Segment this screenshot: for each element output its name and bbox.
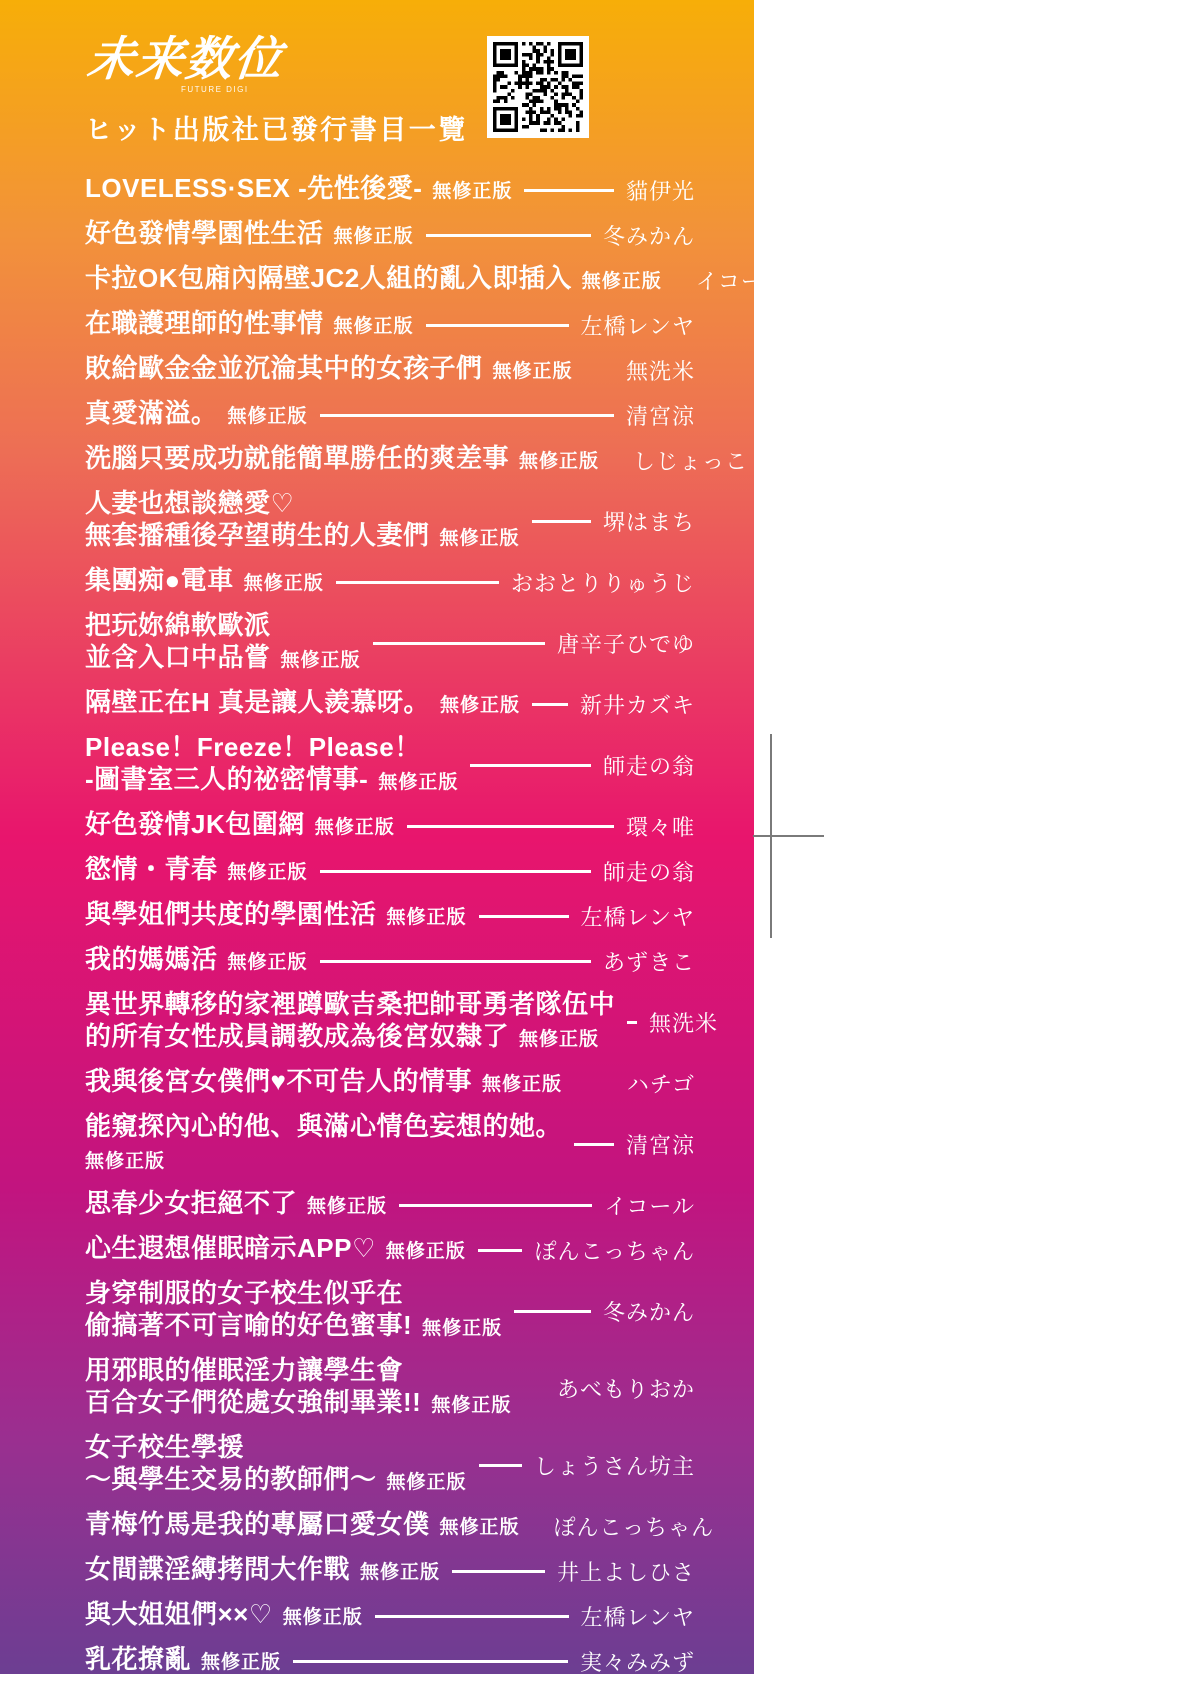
crop-mark-horizontal <box>753 835 824 837</box>
book-title-line <box>85 763 458 799</box>
book-title-line <box>85 1277 502 1309</box>
book-title-line <box>85 307 414 343</box>
book-row <box>85 988 719 1056</box>
book-title-line <box>85 898 467 934</box>
book-row <box>85 1065 695 1101</box>
leader-line <box>293 1660 568 1663</box>
leader-line <box>574 1143 614 1146</box>
uncensored-badge: 無修正版 <box>519 451 600 472</box>
leader-line <box>470 764 591 767</box>
book-author: 実々みみず <box>579 1649 695 1675</box>
book-row <box>85 1232 695 1268</box>
book-row <box>85 487 695 555</box>
uncensored-badge: 無修正版 <box>201 1652 282 1673</box>
uncensored-badge: 無修正版 <box>307 1196 388 1217</box>
book-title-text: 好色發情JK包圍網 <box>85 809 305 839</box>
book-row <box>85 853 695 889</box>
book-title-line <box>85 686 520 722</box>
book-title-block <box>85 609 361 677</box>
uncensored-badge: 無修正版 <box>243 573 324 594</box>
book-author: ぽんこっちゃん <box>534 1238 695 1264</box>
book-author: ハチゴ <box>626 1071 695 1097</box>
uncensored-badge: 無修正版 <box>85 1151 166 1172</box>
uncensored-badge: 無修正版 <box>581 271 662 292</box>
book-row <box>85 1187 695 1223</box>
book-title-line <box>85 217 414 253</box>
leader-line <box>479 915 569 918</box>
book-title-line <box>85 1508 520 1544</box>
uncensored-badge: 無修正版 <box>481 1074 562 1095</box>
book-author: しじょっこ <box>633 448 749 474</box>
book-row <box>85 217 695 253</box>
book-title-block <box>85 731 458 799</box>
book-author: 冬みかん <box>602 223 695 249</box>
book-title-block <box>85 172 512 208</box>
uncensored-badge: 無修正版 <box>439 528 520 549</box>
book-title-line <box>85 352 573 388</box>
book-title-block <box>85 217 414 253</box>
book-title-text: 卡拉OK包廂內隔壁JC2人組的亂入即插入 <box>85 263 572 293</box>
uncensored-badge: 無修正版 <box>386 1472 467 1493</box>
book-title-text: 百合女子們從處女強制畢業!! <box>85 1387 422 1417</box>
book-title-text: 我的媽媽活 <box>85 944 218 974</box>
book-title-line <box>85 1553 440 1589</box>
book-author: 環々唯 <box>625 814 695 840</box>
book-title-text: 慾情・青春 <box>85 854 218 884</box>
book-title-block <box>85 686 520 722</box>
book-title-block <box>85 564 324 600</box>
book-title-block <box>85 1277 502 1345</box>
book-title-text: 真愛滿溢。 <box>85 398 218 428</box>
book-row <box>85 172 695 208</box>
book-title-text: 思春少女拒絕不了 <box>85 1188 298 1218</box>
leader-line <box>320 414 614 417</box>
book-title-block <box>85 808 395 844</box>
book-row <box>85 1110 695 1178</box>
book-title-block <box>85 1598 363 1634</box>
book-author: イコール <box>604 1193 695 1219</box>
leader-line <box>479 1464 522 1467</box>
leader-line <box>375 1615 569 1618</box>
book-row <box>85 1354 695 1422</box>
uncensored-badge: 無修正版 <box>492 361 573 382</box>
book-title-line <box>85 1110 562 1142</box>
book-title-line <box>85 442 599 478</box>
book-title-line <box>85 397 308 433</box>
book-title-text: 與學姐們共度的學園性活 <box>85 899 377 929</box>
uncensored-badge: 無修正版 <box>333 316 414 337</box>
book-author: 冬みかん <box>602 1299 695 1325</box>
book-title-text: 隔壁正在H 真是讓人羨慕呀。 <box>85 687 431 717</box>
book-title-text: 並含入口中品嘗 <box>85 642 271 672</box>
book-author: あずきこ <box>602 949 695 975</box>
book-author: 清宮涼 <box>625 1132 695 1158</box>
qr-code <box>487 36 589 138</box>
book-title-text: -圖書室三人的祕密情事- <box>85 764 369 794</box>
uncensored-badge: 無修正版 <box>280 650 361 671</box>
book-title-block <box>85 397 308 433</box>
leader-line <box>426 234 591 237</box>
book-title-block <box>85 1431 467 1499</box>
book-title-text: 女間諜淫縛拷問大作戰 <box>85 1554 351 1584</box>
leader-line <box>320 960 591 963</box>
book-row <box>85 442 749 478</box>
leader-line <box>524 189 614 192</box>
leader-line <box>532 520 591 523</box>
book-list <box>85 172 787 1688</box>
leader-line <box>407 825 614 828</box>
book-title-text: 洗腦只要成功就能簡單勝任的爽差事 <box>85 443 510 473</box>
book-author: 師走の翁 <box>602 859 695 885</box>
book-author: あべもりおか <box>556 1376 695 1402</box>
publisher-logo: 未来数位 <box>84 32 287 87</box>
uncensored-badge: 無修正版 <box>432 181 513 202</box>
book-title-line <box>85 1386 511 1422</box>
book-title-line <box>85 1232 466 1268</box>
uncensored-badge: 無修正版 <box>386 907 467 928</box>
publisher-logo-subtext: FUTURE DIGI <box>181 85 249 94</box>
book-title-text: 在職護理師的性事情 <box>85 308 324 338</box>
leader-line <box>452 1570 545 1573</box>
book-title-block <box>85 352 573 388</box>
book-row <box>85 262 787 298</box>
uncensored-badge: 無修正版 <box>385 1241 466 1262</box>
uncensored-badge: 無修正版 <box>227 952 308 973</box>
book-row <box>85 943 695 979</box>
book-author: 清宮涼 <box>625 403 695 429</box>
book-title-block <box>85 898 467 934</box>
book-title-block <box>85 1187 387 1223</box>
book-row <box>85 1553 695 1589</box>
book-title-line <box>85 1142 562 1178</box>
book-title-line <box>85 1431 467 1463</box>
leader-line <box>320 870 591 873</box>
book-title-block <box>85 1110 562 1178</box>
book-title-text: 與大姐姐們××♡ <box>85 1599 273 1629</box>
book-row <box>85 564 695 600</box>
book-title-block <box>85 1354 511 1422</box>
uncensored-badge: 無修正版 <box>227 862 308 883</box>
book-author: しょうさん坊主 <box>533 1453 695 1479</box>
book-author: 新井カズキ <box>579 692 695 718</box>
leader-line <box>336 581 499 584</box>
book-row <box>85 686 695 722</box>
book-title-block <box>85 1508 520 1544</box>
book-title-line <box>85 609 361 641</box>
leader-line <box>399 1204 592 1207</box>
book-title-line <box>85 487 520 519</box>
uncensored-badge: 無修正版 <box>378 772 459 793</box>
book-title-text: 用邪眼的催眠淫力讓學生會 <box>85 1355 404 1385</box>
book-title-text: LOVELESS·SEX -先性後愛- <box>85 173 423 203</box>
book-title-line <box>85 943 308 979</box>
book-row <box>85 731 695 799</box>
book-title-text: 女子校生學援 <box>85 1432 245 1462</box>
book-author: 左橋レンヤ <box>580 1604 695 1630</box>
book-title-line <box>85 1354 511 1386</box>
book-title-block <box>85 442 599 478</box>
book-title-text: Please！Freeze！Please！ <box>85 732 421 762</box>
book-title-line <box>85 1065 562 1101</box>
book-row <box>85 1431 695 1499</box>
book-title-text: 集團痴●電車 <box>85 565 234 595</box>
book-row <box>85 352 695 388</box>
leader-line <box>373 642 545 645</box>
book-author: 無洗米 <box>649 1010 719 1036</box>
book-title-text: 能窺探內心的他、與滿心情色妄想的她。 <box>85 1111 563 1141</box>
book-author: イコール <box>695 268 787 294</box>
uncensored-badge: 無修正版 <box>360 1562 441 1583</box>
book-title-line <box>85 1187 387 1223</box>
book-title-line <box>85 641 361 677</box>
book-title-text: 敗給歐金金並沉淪其中的女孩子們 <box>85 353 483 383</box>
book-title-text: 我與後宮女僕們♥不可告人的情事 <box>85 1066 472 1096</box>
book-title-text: 身穿制服的女子校生似乎在 <box>85 1278 404 1308</box>
book-author: 唐辛子ひでゆ <box>556 631 695 657</box>
book-title-block <box>85 1553 440 1589</box>
book-row <box>85 898 695 934</box>
book-author: 左橋レンヤ <box>580 904 695 930</box>
uncensored-badge: 無修正版 <box>422 1318 503 1339</box>
book-title-block <box>85 943 308 979</box>
book-author: ぽんこっちゃん <box>553 1514 715 1540</box>
book-title-block <box>85 1232 466 1268</box>
book-row <box>85 1598 695 1634</box>
book-author: 貓伊光 <box>625 178 695 204</box>
book-title-line <box>85 853 308 889</box>
book-title-text: 異世界轉移的家裡蹲歐吉桑把帥哥勇者隊伍中 <box>85 989 616 1019</box>
leader-line <box>514 1310 591 1313</box>
book-title-line <box>85 988 615 1020</box>
book-author: 堺はまち <box>602 509 695 535</box>
uncensored-badge: 無修正版 <box>227 406 308 427</box>
uncensored-badge: 無修正版 <box>282 1607 363 1628</box>
book-title-line <box>85 262 662 298</box>
book-row <box>85 397 695 433</box>
book-title-line <box>85 1309 502 1345</box>
book-title-line <box>85 1598 363 1634</box>
book-row <box>85 609 695 677</box>
book-title-block <box>85 487 520 555</box>
book-title-block <box>85 307 414 343</box>
page-title: ヒット出版社已發行書目一覽 <box>85 115 468 145</box>
leader-line <box>478 1249 523 1252</box>
uncensored-badge: 無修正版 <box>314 817 395 838</box>
book-title-line <box>85 731 458 763</box>
leader-line <box>627 1021 637 1024</box>
book-author: 無洗米 <box>625 358 695 384</box>
book-row <box>85 808 695 844</box>
book-title-text: 好色發情學園性生活 <box>85 218 324 248</box>
book-title-text: 青梅竹馬是我的專屬口愛女僕 <box>85 1509 430 1539</box>
uncensored-badge: 無修正版 <box>431 1395 512 1416</box>
uncensored-badge: 無修正版 <box>439 1517 520 1538</box>
book-title-text: 乳花撩亂 <box>85 1644 192 1674</box>
book-title-text: 人妻也想談戀愛♡ <box>85 488 295 518</box>
book-author: おおとりりゅうじ <box>510 570 695 596</box>
book-title-block <box>85 853 308 889</box>
poster-header <box>84 32 695 147</box>
book-title-line <box>85 1020 615 1056</box>
uncensored-badge: 無修正版 <box>333 226 414 247</box>
book-row <box>85 307 695 343</box>
book-title-line <box>85 564 324 600</box>
uncensored-badge: 無修正版 <box>440 695 521 716</box>
book-author: 井上よしひさ <box>556 1559 695 1585</box>
leader-line <box>532 703 568 706</box>
book-title-line <box>85 172 512 208</box>
leader-line <box>426 324 569 327</box>
book-author: 左橋レンヤ <box>580 313 695 339</box>
book-title-text: 把玩妳綿軟歐派 <box>85 610 271 640</box>
book-title-block <box>85 262 662 298</box>
book-title-text: 的所有女性成員調教成為後宮奴隸了 <box>85 1021 510 1051</box>
book-title-line <box>85 808 395 844</box>
book-title-line <box>85 1463 467 1499</box>
book-title-text: 心生遐想催眠暗示APP♡ <box>85 1233 376 1263</box>
uncensored-badge: 無修正版 <box>519 1029 600 1050</box>
book-title-block <box>85 988 615 1056</box>
book-title-text: 偷搞著不可言喻的好色蜜事! <box>85 1310 413 1340</box>
book-title-text: ～與學生交易的教師們～ <box>85 1464 377 1494</box>
book-title-text: 無套播種後孕望萌生的人妻們 <box>85 520 430 550</box>
book-row <box>85 1508 715 1544</box>
book-title-block <box>85 1065 562 1101</box>
book-author: 師走の翁 <box>602 753 695 779</box>
book-row <box>85 1277 695 1345</box>
book-title-line <box>85 519 520 555</box>
